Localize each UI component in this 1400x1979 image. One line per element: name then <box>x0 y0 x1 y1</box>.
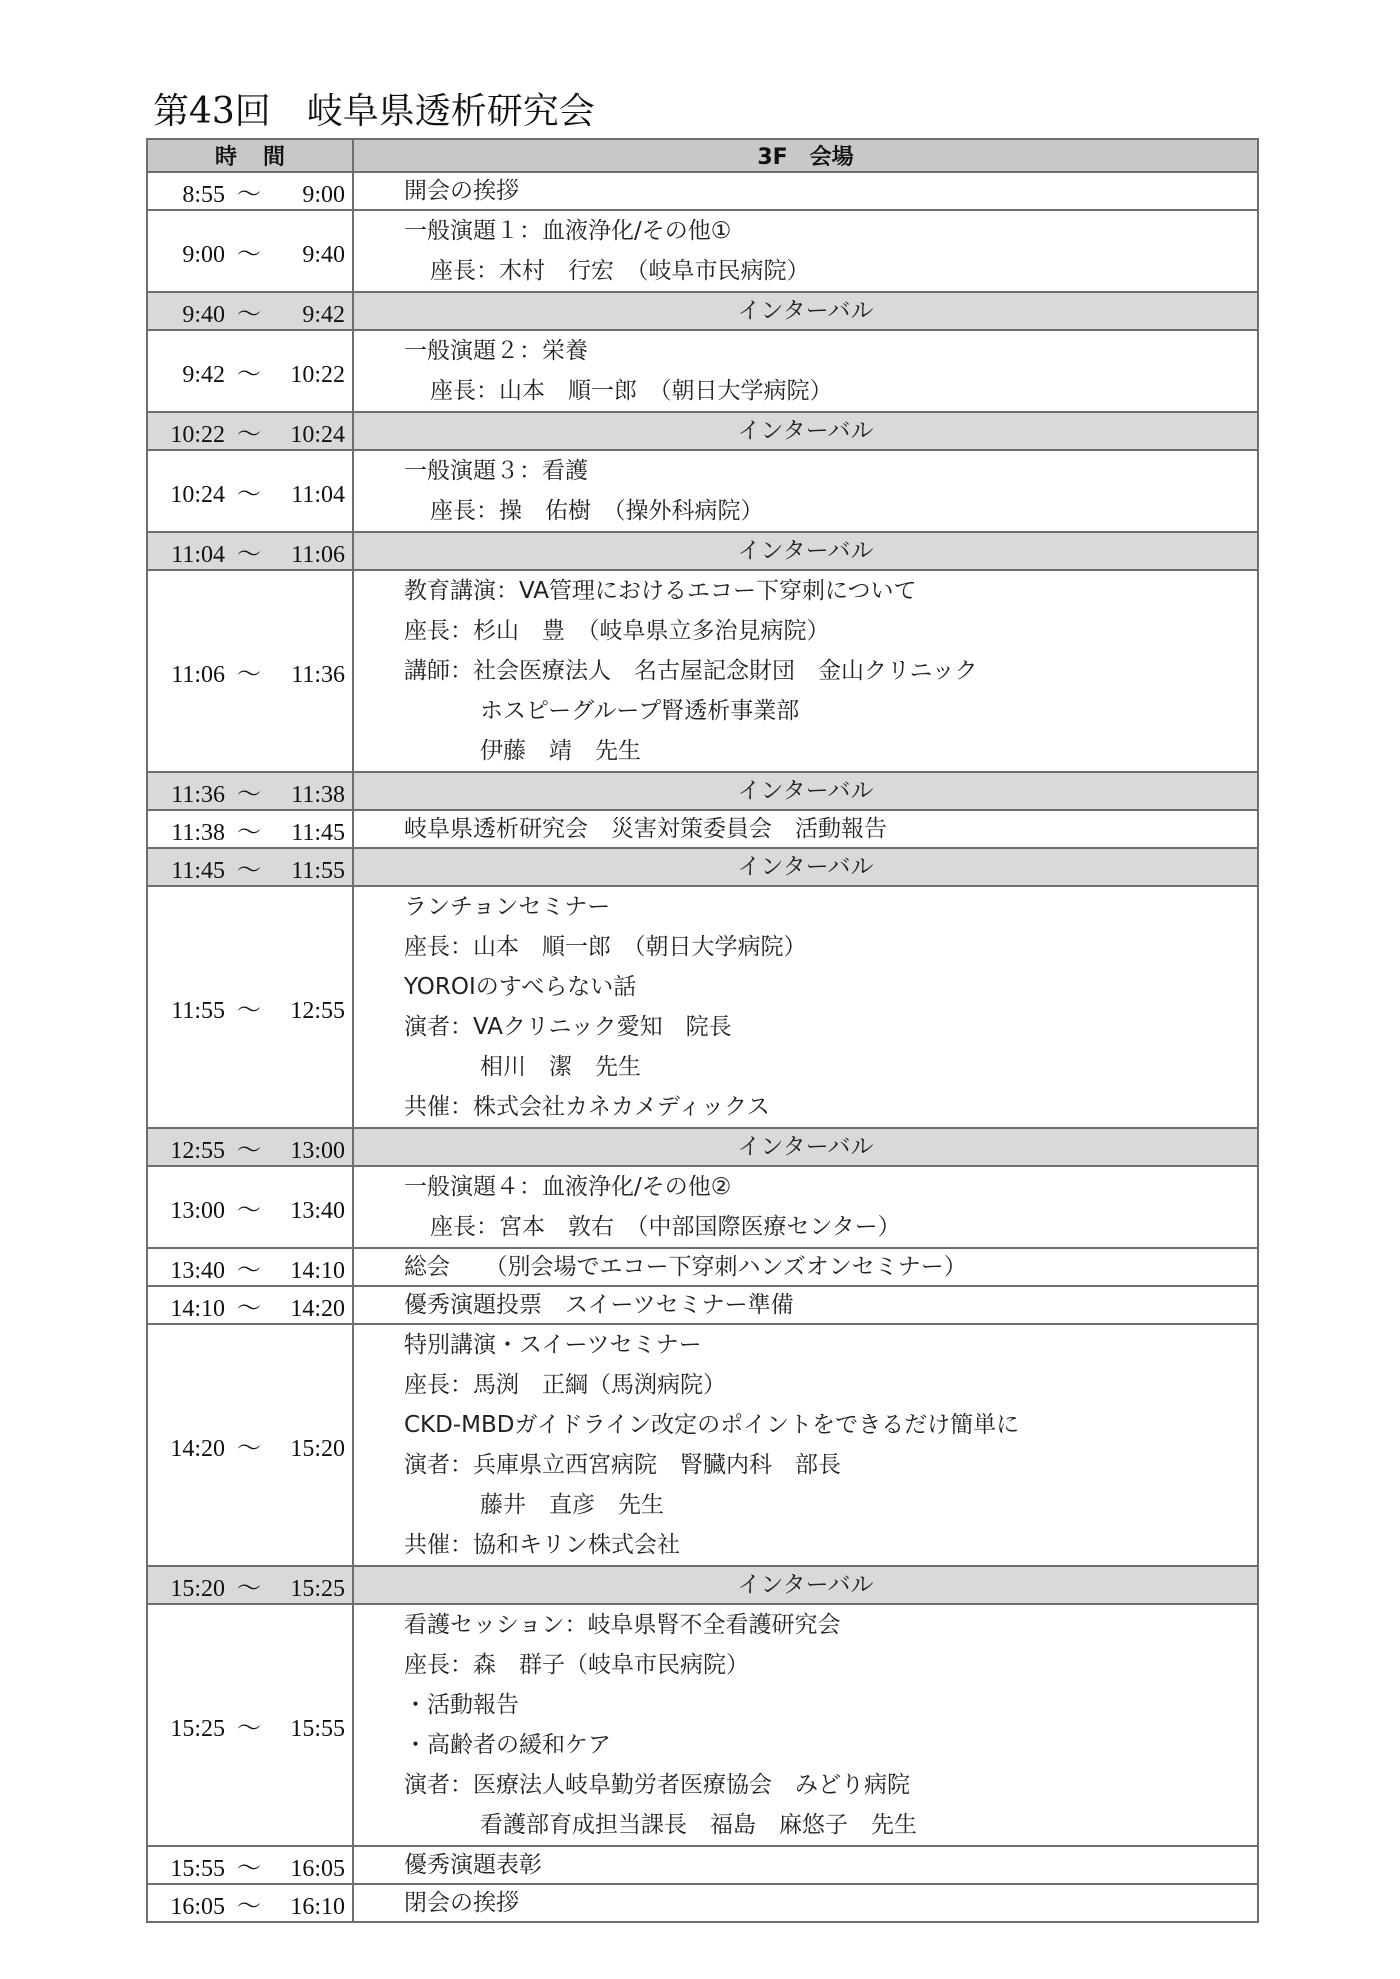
program-cell <box>353 172 1258 210</box>
program-line: 特別講演・スイーツセミナー <box>404 1332 702 1358</box>
program-line: 共催：株式会社カネカメディックス <box>404 1094 770 1120</box>
start-time: 10:24 <box>170 481 225 508</box>
tilde-separator: 〜 <box>237 481 261 508</box>
program-cell <box>353 450 1258 532</box>
venue-column-header: 3F 会場 <box>353 139 1258 172</box>
tilde-separator: 〜 <box>237 1137 261 1164</box>
schedule-body <box>147 172 1258 1922</box>
end-time: 9:42 <box>302 301 345 328</box>
end-time: 14:10 <box>290 1257 345 1284</box>
time-cell <box>147 886 353 1128</box>
start-time: 11:06 <box>171 661 225 688</box>
end-time: 15:25 <box>290 1575 345 1602</box>
schedule-row <box>147 330 1258 412</box>
end-time: 15:20 <box>290 1435 345 1462</box>
program-cell <box>353 886 1258 1128</box>
program-cell <box>353 1248 1258 1286</box>
interval-label: インターバル <box>737 298 874 324</box>
time-cell <box>147 810 353 848</box>
program-cell <box>353 1324 1258 1566</box>
interval-label: インターバル <box>737 854 874 880</box>
time-cell <box>147 1846 353 1884</box>
start-time: 14:20 <box>170 1435 225 1462</box>
program-line: 座長：宮本 敦右 （中部国際医療センター） <box>430 1214 901 1240</box>
schedule-row <box>147 886 1258 1128</box>
program-cell <box>353 848 1258 886</box>
program-line: 相川 潔 先生 <box>480 1054 641 1080</box>
end-time: 11:38 <box>291 781 345 808</box>
time-cell <box>147 292 353 330</box>
program-line: 一般演題１：血液浄化/その他① <box>404 218 732 244</box>
program-line: 優秀演題表彰 <box>404 1852 542 1878</box>
interval-row <box>147 532 1258 570</box>
start-time: 11:55 <box>171 997 225 1024</box>
tilde-separator: 〜 <box>237 241 261 268</box>
end-time: 11:06 <box>291 541 345 568</box>
program-line: 座長：木村 行宏 （岐阜市民病院） <box>430 258 810 284</box>
tilde-separator: 〜 <box>237 541 261 568</box>
interval-row <box>147 848 1258 886</box>
start-time: 15:20 <box>170 1575 225 1602</box>
tilde-separator: 〜 <box>237 1197 261 1224</box>
start-time: 13:00 <box>170 1197 225 1224</box>
end-time: 16:05 <box>290 1855 345 1882</box>
tilde-separator: 〜 <box>237 301 261 328</box>
schedule-row <box>147 1884 1258 1922</box>
time-column-header: 時間 <box>147 139 353 172</box>
time-cell <box>147 1324 353 1566</box>
program-cell <box>353 1846 1258 1884</box>
program-cell <box>353 1884 1258 1922</box>
time-cell <box>147 1286 353 1324</box>
tilde-separator: 〜 <box>237 1893 261 1920</box>
time-cell <box>147 848 353 886</box>
table-header-row <box>147 139 1258 172</box>
end-time: 15:55 <box>290 1715 345 1742</box>
program-cell <box>353 1128 1258 1166</box>
program-line: ホスピーグループ腎透析事業部 <box>480 698 800 724</box>
tilde-separator: 〜 <box>237 997 261 1024</box>
time-cell <box>147 412 353 450</box>
schedule-row <box>147 172 1258 210</box>
program-cell <box>353 570 1258 772</box>
program-line: 伊藤 靖 先生 <box>480 738 641 764</box>
program-cell <box>353 1286 1258 1324</box>
program-line: 演者：VAクリニック愛知 院長 <box>404 1014 732 1040</box>
tilde-separator: 〜 <box>237 819 261 846</box>
tilde-separator: 〜 <box>237 361 261 388</box>
end-time: 11:55 <box>291 857 345 884</box>
program-line: 演者：医療法人岐阜勤労者医療協会 みどり病院 <box>404 1772 910 1798</box>
interval-label: インターバル <box>737 538 874 564</box>
interval-row <box>147 1566 1258 1604</box>
program-line: 座長：馬渕 正綱（馬渕病院） <box>404 1372 726 1398</box>
interval-label: インターバル <box>737 418 874 444</box>
interval-label: インターバル <box>737 1572 874 1598</box>
start-time: 15:25 <box>170 1715 225 1742</box>
end-time: 11:04 <box>291 481 345 508</box>
end-time: 10:22 <box>290 361 345 388</box>
end-time: 10:24 <box>290 421 345 448</box>
program-line: 座長：山本 順一郎 （朝日大学病院） <box>430 378 833 404</box>
schedule-row <box>147 450 1258 532</box>
program-cell <box>353 532 1258 570</box>
schedule-row <box>147 1286 1258 1324</box>
schedule-row <box>147 1166 1258 1248</box>
program-line: 教育講演：VA管理におけるエコー下穿刺について <box>404 578 917 604</box>
start-time: 11:45 <box>171 857 225 884</box>
start-time: 12:55 <box>170 1137 225 1164</box>
program-line: 講師：社会医療法人 名古屋記念財団 金山クリニック <box>404 658 978 684</box>
start-time: 13:40 <box>170 1257 225 1284</box>
tilde-separator: 〜 <box>237 1257 261 1284</box>
start-time: 10:22 <box>170 421 225 448</box>
interval-row <box>147 292 1258 330</box>
program-line: 座長：山本 順一郎 （朝日大学病院） <box>404 934 807 960</box>
program-line: 閉会の挨拶 <box>404 1890 519 1916</box>
time-cell <box>147 1248 353 1286</box>
program-line: 開会の挨拶 <box>404 178 519 204</box>
time-cell <box>147 1166 353 1248</box>
schedule-table <box>146 138 1259 1923</box>
interval-label: インターバル <box>737 778 874 804</box>
tilde-separator: 〜 <box>237 1855 261 1882</box>
program-cell <box>353 210 1258 292</box>
program-line: 座長：森 群子（岐阜市民病院） <box>404 1652 749 1678</box>
schedule-row <box>147 810 1258 848</box>
end-time: 11:36 <box>291 661 345 688</box>
program-line: 座長：杉山 豊 （岐阜県立多治見病院） <box>404 618 830 644</box>
start-time: 11:04 <box>171 541 225 568</box>
program-cell <box>353 810 1258 848</box>
page-title: 第43回 岐阜県透析研究会 <box>153 91 595 132</box>
tilde-separator: 〜 <box>237 1715 261 1742</box>
program-line: 一般演題４：血液浄化/その他② <box>404 1174 732 1200</box>
time-cell <box>147 1604 353 1846</box>
time-cell <box>147 570 353 772</box>
program-line: ・高齢者の緩和ケア <box>404 1732 611 1758</box>
program-line: ランチョンセミナー <box>404 894 611 920</box>
tilde-separator: 〜 <box>237 1575 261 1602</box>
end-time: 9:40 <box>302 241 345 268</box>
end-time: 14:20 <box>290 1295 345 1322</box>
end-time: 16:10 <box>290 1893 345 1920</box>
tilde-separator: 〜 <box>237 857 261 884</box>
time-cell <box>147 772 353 810</box>
start-time: 9:00 <box>182 241 225 268</box>
program-cell <box>353 292 1258 330</box>
program-line: 一般演題３：看護 <box>404 458 588 484</box>
schedule-row <box>147 1324 1258 1566</box>
program-cell <box>353 1604 1258 1846</box>
time-cell <box>147 532 353 570</box>
start-time: 11:36 <box>171 781 225 808</box>
program-line: 岐阜県透析研究会 災害対策委員会 活動報告 <box>404 816 887 842</box>
start-time: 14:10 <box>170 1295 225 1322</box>
start-time: 15:55 <box>170 1855 225 1882</box>
schedule-row <box>147 1248 1258 1286</box>
time-cell <box>147 172 353 210</box>
program-line: 座長：操 佑樹 （操外科病院） <box>430 498 764 524</box>
program-cell <box>353 772 1258 810</box>
tilde-separator: 〜 <box>237 421 261 448</box>
time-cell <box>147 330 353 412</box>
schedule-row <box>147 1604 1258 1846</box>
schedule-row <box>147 1846 1258 1884</box>
program-line: CKD-MBDガイドライン改定のポイントをできるだけ簡単に <box>404 1412 1020 1438</box>
tilde-separator: 〜 <box>237 1435 261 1462</box>
program-line: ・活動報告 <box>404 1692 519 1718</box>
program-line: 一般演題２：栄養 <box>404 338 588 364</box>
time-cell <box>147 1884 353 1922</box>
start-time: 9:42 <box>182 361 225 388</box>
time-cell <box>147 210 353 292</box>
program-line: 看護セッション：岐阜県腎不全看護研究会 <box>404 1612 841 1638</box>
end-time: 12:55 <box>290 997 345 1024</box>
tilde-separator: 〜 <box>237 181 261 208</box>
end-time: 11:45 <box>291 819 345 846</box>
end-time: 9:00 <box>302 181 345 208</box>
start-time: 16:05 <box>170 1893 225 1920</box>
interval-row <box>147 1128 1258 1166</box>
start-time: 9:40 <box>182 301 225 328</box>
tilde-separator: 〜 <box>237 781 261 808</box>
program-cell <box>353 412 1258 450</box>
program-line: 演者：兵庫県立西宮病院 腎臓内科 部長 <box>404 1452 841 1478</box>
time-cell <box>147 450 353 532</box>
program-line: 総会 （別会場でエコー下穿刺ハンズオンセミナー） <box>404 1254 967 1280</box>
program-line: 藤井 直彦 先生 <box>480 1492 664 1518</box>
end-time: 13:40 <box>290 1197 345 1224</box>
time-cell <box>147 1566 353 1604</box>
program-line: 看護部育成担当課長 福島 麻悠子 先生 <box>480 1812 917 1838</box>
start-time: 11:38 <box>171 819 225 846</box>
end-time: 13:00 <box>290 1137 345 1164</box>
program-cell <box>353 330 1258 412</box>
interval-row <box>147 412 1258 450</box>
time-cell <box>147 1128 353 1166</box>
schedule-row <box>147 570 1258 772</box>
program-line: 共催：協和キリン株式会社 <box>404 1532 680 1558</box>
tilde-separator: 〜 <box>237 661 261 688</box>
schedule-row <box>147 210 1258 292</box>
program-cell <box>353 1566 1258 1604</box>
program-line: YOROIのすべらない話 <box>404 974 637 1000</box>
start-time: 8:55 <box>182 181 225 208</box>
tilde-separator: 〜 <box>237 1295 261 1322</box>
program-cell <box>353 1166 1258 1248</box>
interval-label: インターバル <box>737 1134 874 1160</box>
program-line: 優秀演題投票 スイーツセミナー準備 <box>404 1292 794 1318</box>
interval-row <box>147 772 1258 810</box>
